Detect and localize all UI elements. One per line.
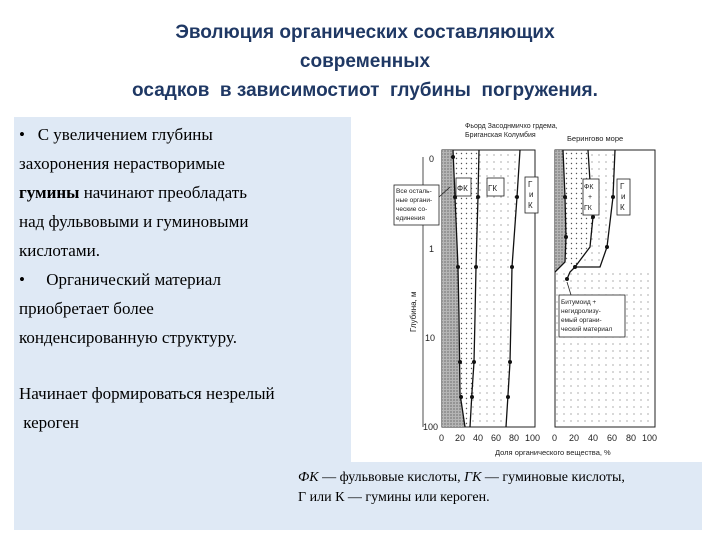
caption-gk-abbr: ГК [464, 470, 482, 485]
title-line-2: современных [299, 51, 431, 72]
left-panel-title-1: Фьорд Засоднмичхо грдема, [465, 123, 558, 130]
right-panel-title: Берингово море [567, 134, 624, 143]
left-panel-title-2: Бриганская Колумбия [465, 132, 536, 139]
caption-line-2: Г или К — гумины или кероген. [298, 490, 490, 505]
svg-text:40: 40 [473, 433, 484, 443]
svg-text:и: и [621, 192, 626, 201]
bullet-1-line-5: кислотами. [19, 241, 100, 260]
bullet-1-bold-term: гумины [19, 183, 80, 202]
y-tick-100: 100 [423, 422, 439, 432]
svg-text:80: 80 [626, 433, 637, 443]
x-axis-label: Доля органического вещества, % [495, 448, 611, 457]
depth-evolution-figure [345, 117, 675, 462]
figure-caption [298, 468, 698, 508]
y-tick-1: 1 [429, 244, 435, 254]
svg-text:60: 60 [607, 433, 618, 443]
svg-text:негидролизу-: негидролизу- [561, 308, 601, 315]
svg-text:80: 80 [509, 433, 520, 443]
caption-fk-text: — фульвовые кислоты, [318, 470, 465, 485]
note-line-1: Начинает формироваться незрелый [19, 384, 275, 403]
caption-gk-text: — гуминовые кислоты, [481, 470, 625, 485]
svg-text:Все осталь-: Все осталь- [396, 188, 432, 195]
svg-text:ческие со-: ческие со- [396, 206, 428, 213]
bullet-1-text-3: начинают преобладать [79, 183, 247, 202]
svg-text:ческий материал: ческий материал [561, 326, 613, 333]
note-line-2: кероген [19, 413, 80, 432]
y-tick-10: 10 [425, 333, 436, 343]
svg-text:100: 100 [642, 433, 658, 443]
bullet-2-line-2: приобретает более [19, 299, 154, 318]
bullet-2-line-3: конденсированную структуру. [19, 328, 237, 347]
svg-text:ФК: ФК [584, 184, 594, 191]
x-ticks-left [439, 433, 540, 443]
bullet-1-line-4: над фульвовыми и гуминовыми [19, 212, 249, 231]
bullet-2-line-1 [19, 265, 221, 294]
svg-text:40: 40 [588, 433, 599, 443]
bullet-1-line-3 [19, 178, 247, 207]
svg-text:емый органи-: емый органи- [561, 317, 602, 324]
caption-line-1 [298, 468, 698, 488]
svg-text:0: 0 [552, 433, 558, 443]
svg-text:и: и [529, 190, 534, 199]
svg-text:20: 20 [455, 433, 466, 443]
svg-text:Г: Г [620, 182, 625, 191]
svg-text:100: 100 [525, 433, 541, 443]
bullet-1-line-1 [19, 120, 213, 149]
bullet-2-text-1: Органический материал [46, 270, 221, 289]
bullet-1-marker: • [19, 125, 25, 144]
svg-text:К: К [528, 201, 533, 210]
slide-title [40, 18, 690, 105]
bullet-2-marker: • [19, 270, 25, 289]
y-tick-0: 0 [429, 154, 435, 164]
svg-text:ные органи-: ные органи- [396, 197, 433, 204]
caption-fk-abbr: ФК [298, 470, 319, 485]
svg-text:60: 60 [491, 433, 502, 443]
svg-text:0: 0 [439, 433, 445, 443]
bullet-1-text-1: С увеличением глубины [37, 125, 213, 144]
x-ticks-right [552, 433, 657, 443]
gk-label: ГК [488, 184, 497, 193]
title-line-1: Эволюция органических составляющих [175, 22, 555, 43]
y-axis-label: Глубина, м [409, 291, 418, 332]
svg-text:20: 20 [569, 433, 580, 443]
svg-text:К: К [620, 203, 625, 212]
svg-text:единения: единения [396, 215, 425, 222]
svg-text:Битумоид +: Битумоид + [561, 299, 597, 306]
svg-text:Г: Г [528, 180, 533, 189]
fk-label: ФК [457, 184, 468, 193]
svg-text:+: + [588, 194, 593, 201]
svg-text:ГК: ГК [584, 205, 592, 212]
bullet-1-line-2: захоронения нерастворимые [19, 154, 225, 173]
title-line-3: осадков в зависимостиот глубины погружения. [132, 80, 598, 101]
